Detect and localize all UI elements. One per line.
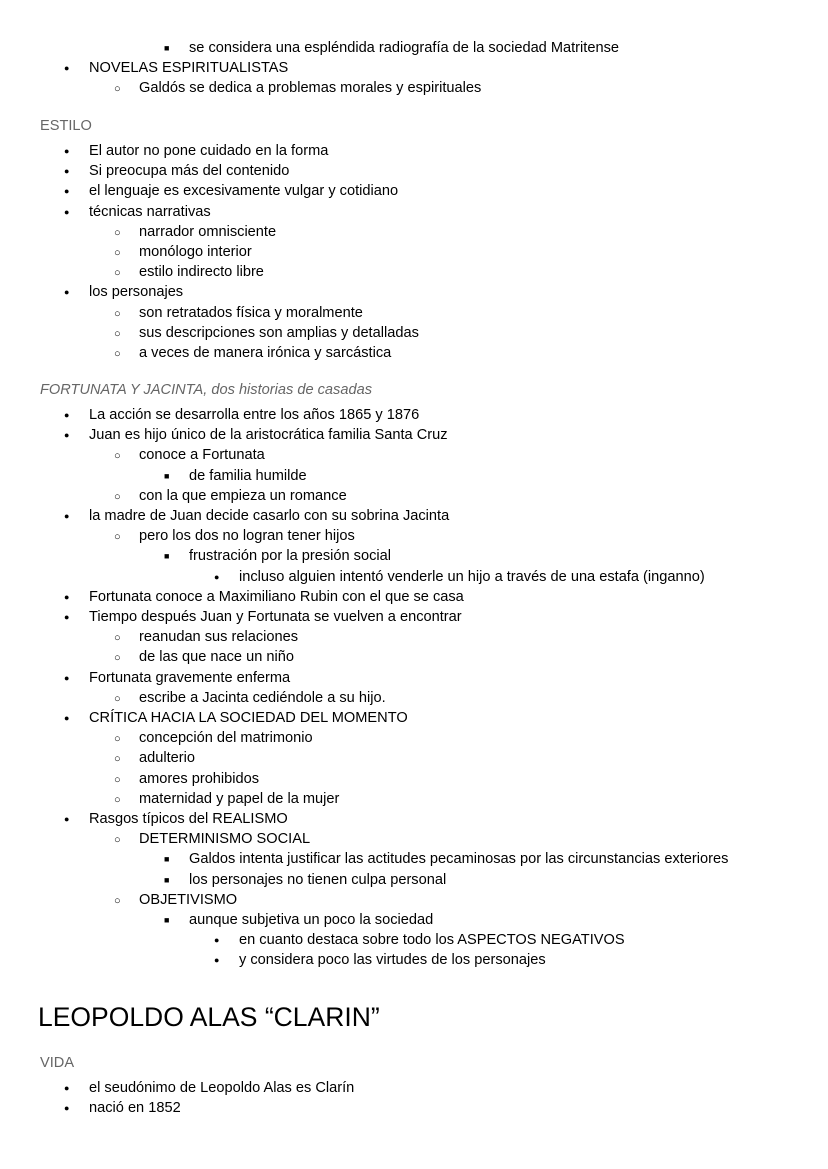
list-item-text: técnicas narrativas bbox=[89, 203, 211, 220]
bullet-marker bbox=[114, 628, 121, 648]
bullet-marker bbox=[64, 608, 69, 628]
list-item-text: El autor no pone cuidado en la forma bbox=[89, 143, 329, 159]
bullet-marker bbox=[214, 951, 219, 971]
bullet-marker bbox=[64, 1079, 69, 1099]
list-item-text: son retratados física y moralmente bbox=[139, 304, 363, 321]
list-item-text: Tiempo después Juan y Fortunata se vuelven a encontrar bbox=[89, 609, 462, 625]
list-item-text: frustración por la presión social bbox=[189, 548, 391, 565]
bullet-marker bbox=[64, 709, 69, 729]
bullet-marker bbox=[114, 324, 121, 344]
bullet-marker bbox=[214, 931, 219, 951]
bullet-marker bbox=[164, 871, 169, 891]
list-item-text: maternidad y papel de la mujer bbox=[139, 790, 340, 807]
bullet-marker bbox=[64, 59, 69, 79]
bullet-marker bbox=[64, 810, 69, 830]
list-item-text: Galdós se dedica a problemas morales y espirituales bbox=[139, 80, 482, 97]
list-item-text: monólogo interior bbox=[139, 244, 252, 260]
bullet-marker bbox=[64, 1099, 69, 1119]
bullet-marker bbox=[64, 283, 69, 303]
list-item-text: conoce a Fortunata bbox=[139, 447, 265, 464]
section-heading-fortunata: FORTUNATA Y JACINTA, dos historias de casadas bbox=[40, 382, 372, 398]
bullet-marker bbox=[64, 426, 69, 446]
bullet-marker bbox=[64, 406, 69, 426]
list-item-text: concepción del matrimonio bbox=[139, 730, 313, 747]
list-item-text: con la que empieza un romance bbox=[139, 487, 347, 504]
list-item-text: pero los dos no logran tener hijos bbox=[139, 528, 355, 545]
bullet-marker bbox=[214, 568, 219, 588]
bullet-marker bbox=[114, 344, 121, 364]
list-item-text: el seudónimo de Leopoldo Alas es Clarín bbox=[89, 1080, 355, 1096]
bullet-marker bbox=[164, 467, 169, 487]
list-item-text: adulterio bbox=[139, 750, 195, 767]
bullet-marker bbox=[114, 243, 121, 263]
bullet-marker bbox=[64, 588, 69, 608]
list-item-text: los personajes no tienen culpa personal bbox=[189, 871, 447, 888]
bullet-marker bbox=[114, 729, 121, 749]
list-item-text: Juan es hijo único de la aristocrática familia Santa Cruz bbox=[89, 427, 448, 444]
list-item-text: Rasgos típicos del REALISMO bbox=[89, 811, 288, 827]
bullet-marker bbox=[114, 527, 121, 547]
list-item-text: CRÍTICA HACIA LA SOCIEDAD DEL MOMENTO bbox=[89, 710, 408, 726]
section-heading-estilo: ESTILO bbox=[40, 118, 92, 134]
list-item-text: la madre de Juan decide casarlo con su sobrina Jacinta bbox=[89, 508, 450, 524]
list-item-text: y considera poco las virtudes de los personajes bbox=[239, 952, 546, 969]
list-item-text: Fortunata conoce a Maximiliano Rubin con el que se casa bbox=[89, 588, 464, 605]
list-item-text: aunque subjetiva un poco la sociedad bbox=[189, 912, 434, 928]
list-item-text: estilo indirecto libre bbox=[139, 264, 264, 281]
bullet-marker bbox=[64, 203, 69, 223]
list-item-text: amores prohibidos bbox=[139, 770, 260, 787]
bullet-marker bbox=[164, 547, 169, 567]
bullet-marker bbox=[114, 487, 121, 507]
list-item-text: OBJETIVISMO bbox=[139, 891, 238, 908]
list-item-text: reanudan sus relaciones bbox=[139, 629, 299, 646]
bullet-marker bbox=[64, 142, 69, 162]
bullet-marker bbox=[64, 669, 69, 689]
bullet-marker bbox=[114, 304, 121, 324]
list-item-text: Si preocupa más del contenido bbox=[89, 163, 290, 180]
list-item-text: Fortunata gravemente enferma bbox=[89, 669, 291, 686]
bullet-marker bbox=[64, 182, 69, 202]
list-item-text: en cuanto destaca sobre todo los ASPECTOS NEGATIVOS bbox=[239, 932, 625, 949]
list-item-text: Galdos intenta justificar las actitudes pecaminosas por las circunstancias exteriores bbox=[189, 851, 729, 868]
bullet-marker bbox=[114, 830, 121, 850]
bullet-marker bbox=[114, 770, 121, 790]
list-item-text: La acción se desarrolla entre los años 1865 y 1876 bbox=[89, 407, 420, 423]
bullet-marker bbox=[64, 507, 69, 527]
bullet-marker bbox=[114, 223, 121, 243]
list-item-text: se considera una espléndida radiografía de la sociedad Matritense bbox=[189, 40, 619, 56]
list-item-text: de las que nace un niño bbox=[139, 649, 294, 666]
list-item-text: los personajes bbox=[89, 284, 184, 301]
bullet-marker bbox=[164, 39, 169, 59]
bullet-marker bbox=[114, 891, 121, 911]
list-item-text: narrador omnisciente bbox=[139, 223, 277, 240]
bullet-marker bbox=[164, 911, 169, 931]
bullet-marker bbox=[114, 689, 121, 709]
list-item-text: el lenguaje es excesivamente vulgar y cotidiano bbox=[89, 183, 399, 200]
list-item-text: de familia humilde bbox=[189, 467, 307, 484]
list-item-text: a veces de manera irónica y sarcástica bbox=[139, 345, 392, 361]
bullet-marker bbox=[114, 790, 121, 810]
list-item-text: incluso alguien intentó venderle un hijo a través de una estafa (inganno) bbox=[239, 568, 705, 585]
section-heading-vida: VIDA bbox=[40, 1055, 75, 1071]
list-item-text: nació en 1852 bbox=[89, 1100, 181, 1117]
list-item-text: escribe a Jacinta cediéndole a su hijo. bbox=[139, 689, 386, 706]
list-item-text: sus descripciones son amplias y detalladas bbox=[139, 324, 419, 341]
bullet-marker bbox=[64, 162, 69, 182]
bullet-marker bbox=[114, 749, 121, 769]
bullet-marker bbox=[114, 263, 121, 283]
page-title-clarin: LEOPOLDO ALAS “CLARIN” bbox=[38, 1002, 380, 1032]
list-item-text: DETERMINISMO SOCIAL bbox=[139, 831, 311, 848]
bullet-marker bbox=[114, 648, 121, 668]
list-item-text: NOVELAS ESPIRITUALISTAS bbox=[89, 60, 289, 77]
bullet-marker bbox=[114, 446, 121, 466]
bullet-marker bbox=[114, 79, 121, 99]
bullet-marker bbox=[164, 850, 169, 870]
